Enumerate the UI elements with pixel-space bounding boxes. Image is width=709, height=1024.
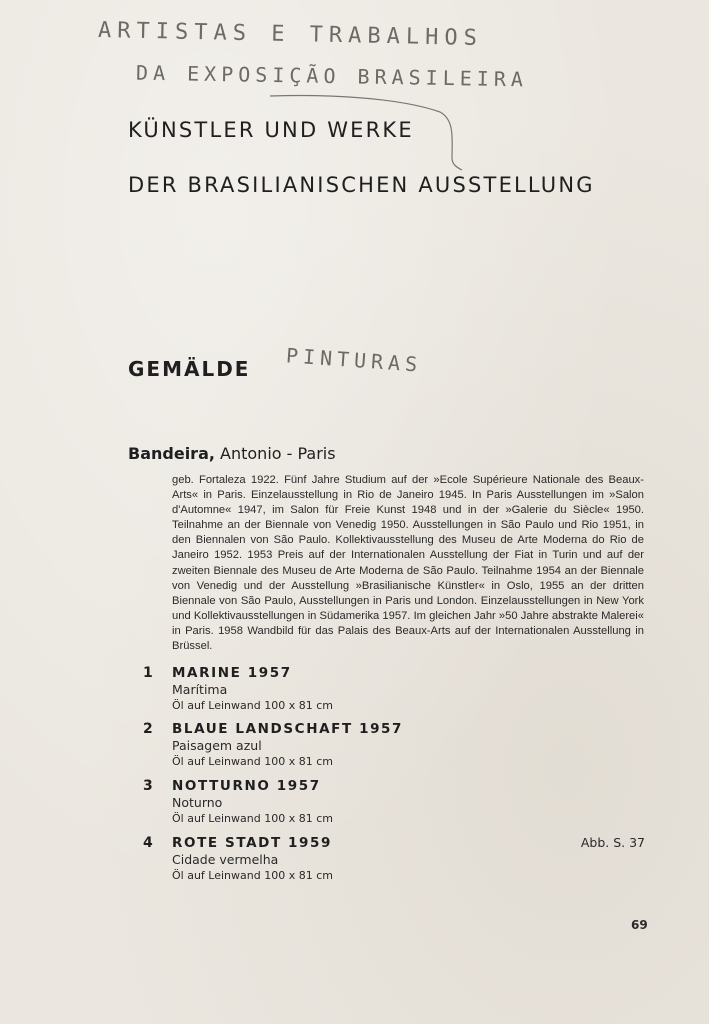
- artist-heading: [128, 444, 336, 463]
- work-subtitle: Noturno: [172, 795, 223, 810]
- artist-biography: geb. Fortaleza 1922. Fünf Jahre Studium auf der »Ecole Supérieure Nationale des Beaux-Arts« in Paris. Einzelausstellung in Rio de Janeiro 1945. In Paris Ausstellungen im »Salon d'Automne« 1947, im Salon für Freie Kunst 1948 und in der »Galerie du Siècle« 1950. Teilnahme an der Biennale von Venedig 1950. Ausstellungen in São Paulo und Rio 1951, in den Biennalen von São Paulo. Kollektivausstellung des Museu de Arte Moderna do Rio de Janeiro 1952. 1953 Preis auf der Internationalen Ausstellung der Fiat in Turin und auf der zweiten Biennale des Museu de Arte Moderna de São Paulo. Teilnahme 1954 an der Biennale von Venedig und der Ausstellung »Brasilianische Künstler« in Oslo, 1955 an der dritten Biennale von São Paulo, Ausstellungen in Paris und London. Einzelausstellungen in New York und Kollektivausstellungen in Südamerika 1957. Im gleichen Jahr »50 Jahre abstrakte Malerei« in Paris. 1958 Wandbild für das Palais des Beaux-Arts auf der Internationalen Ausstellung in Brüssel.: [172, 474, 644, 653]
- work-technique: Öl auf Leinwand 100 x 81 cm: [172, 699, 333, 712]
- work-title: ROTE STADT 1959: [172, 835, 333, 851]
- handwritten-note-line1: ARTISTAS E TRABALHOS: [97, 17, 484, 52]
- work-technique: Öl auf Leinwand 100 x 81 cm: [172, 812, 333, 825]
- work-title: MARINE 1957: [172, 665, 292, 681]
- work-number: 4: [143, 835, 153, 851]
- page-heading-line1: KÜNSTLER UND WERKE: [128, 118, 414, 142]
- illustration-reference: Abb. S. 37: [580, 835, 645, 850]
- artist-name: Bandeira,: [128, 444, 215, 463]
- work-number: 1: [143, 665, 153, 681]
- work-title: NOTTURNO 1957: [172, 778, 321, 794]
- work-subtitle: Cidade vermelha: [172, 852, 279, 867]
- work-technique: Öl auf Leinwand 100 x 81 cm: [172, 755, 333, 768]
- list-item: [0, 665, 709, 721]
- handwritten-note-pinturas: PINTURAS: [285, 343, 423, 377]
- list-item: [0, 778, 709, 834]
- work-subtitle: Marítima: [172, 682, 228, 697]
- list-item: [0, 721, 709, 777]
- page-number: 69: [631, 918, 648, 932]
- section-title: GEMÄLDE: [128, 357, 251, 381]
- list-item: [0, 835, 709, 891]
- work-title: BLAUE LANDSCHAFT 1957: [172, 721, 404, 737]
- work-subtitle: Paisagem azul: [172, 738, 262, 753]
- work-technique: Öl auf Leinwand 100 x 81 cm: [172, 869, 333, 882]
- handwritten-note-line2: DA EXPOSIÇÃO BRASILEIRA: [135, 60, 529, 92]
- work-number: 3: [143, 778, 153, 794]
- page-heading-line2: DER BRASILIANISCHEN AUSSTELLUNG: [128, 173, 595, 197]
- work-number: 2: [143, 721, 153, 737]
- artist-location: Antonio - Paris: [214, 444, 336, 463]
